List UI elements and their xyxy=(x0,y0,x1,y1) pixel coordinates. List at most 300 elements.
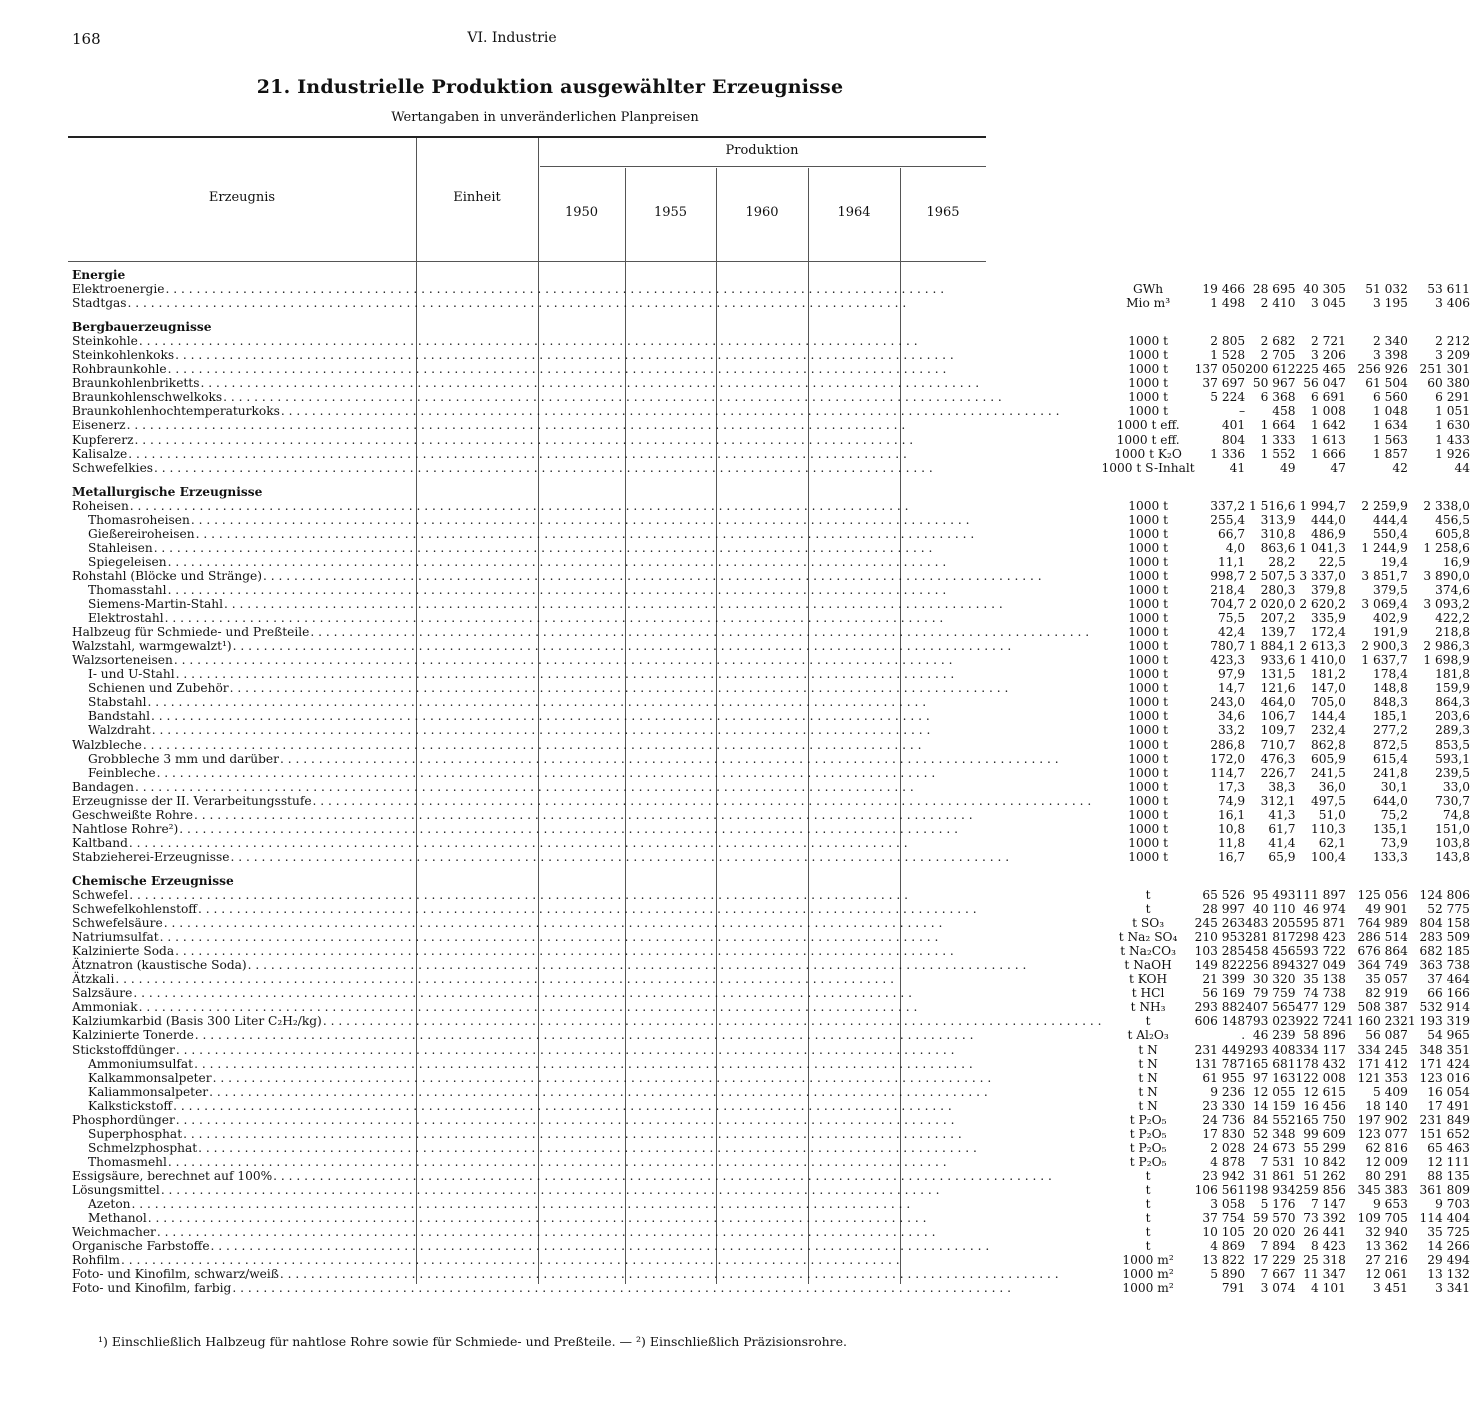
value-cell-1960: 444,0 xyxy=(1311,512,1346,527)
value-cell-1965: 864,3 xyxy=(1435,695,1470,710)
row-label-cell xyxy=(72,1169,1102,1183)
unit-cell: t N xyxy=(1138,1070,1158,1085)
value-cell-1950: 103 285 xyxy=(1194,944,1246,959)
value-cell-1965: 12 111 xyxy=(1427,1154,1470,1169)
unit-cell: 1000 t xyxy=(1128,611,1168,626)
unit-cell: 1000 t xyxy=(1128,681,1168,696)
leader-dots xyxy=(163,916,1102,930)
value-cell-1960: 1 008 xyxy=(1311,404,1346,419)
value-cell-1955: 139,7 xyxy=(1260,625,1296,640)
unit-cell: 1000 t xyxy=(1128,568,1168,583)
row-label-cell xyxy=(72,461,1102,475)
row-label: Lösungsmittel xyxy=(72,1182,160,1197)
value-cell-1964: 56 087 xyxy=(1365,1028,1408,1043)
unit-cell: t Na₂ SO₄ xyxy=(1118,930,1178,945)
value-cell-1955: 79 759 xyxy=(1252,986,1296,1001)
table-subtitle: Wertangaben in unveränderlichen Planpreisen xyxy=(391,110,699,125)
leader-dots xyxy=(247,958,1102,972)
value-cell-1950: 1 528 xyxy=(1210,348,1246,363)
row-label-cell xyxy=(72,625,1102,639)
value-cell-1965: 218,8 xyxy=(1435,625,1470,640)
value-cell-1964: 13 362 xyxy=(1365,1239,1408,1254)
value-cell-1950: 4 878 xyxy=(1210,1154,1246,1169)
value-cell-1960: 327 049 xyxy=(1295,958,1346,973)
value-cell-1965: 456,5 xyxy=(1435,512,1470,527)
value-cell-1965: 251 301 xyxy=(1419,362,1470,377)
value-cell-1965: 532 914 xyxy=(1419,1000,1470,1015)
table-row xyxy=(72,390,1470,404)
row-label: Kaliammonsalpeter xyxy=(88,1084,209,1099)
row-label-wrap xyxy=(72,555,1102,569)
table-row xyxy=(72,986,1470,1000)
row-label: Kalkstickstoff xyxy=(88,1098,173,1113)
row-label: Walzstahl, warmgewalzt¹) xyxy=(72,639,232,654)
row-label: Kalziumkarbid (Basis 300 Liter C₂H₂/kg) xyxy=(72,1014,322,1029)
value-cell-1955: 1 884,1 xyxy=(1248,639,1296,654)
value-cell-1964: 364 749 xyxy=(1357,958,1408,973)
row-label: Ammoniak xyxy=(72,1000,138,1015)
value-cell-1950: 37 754 xyxy=(1202,1211,1246,1226)
value-cell-1964: 61 504 xyxy=(1365,376,1408,391)
table-row xyxy=(72,1042,1470,1056)
value-cell-1964: 3 451 xyxy=(1373,1281,1408,1296)
row-label: Schwefelsäure xyxy=(72,916,163,931)
row-label-cell xyxy=(72,569,1102,583)
unit-cell: GWh xyxy=(1133,282,1164,297)
value-cell-1955: 59 570 xyxy=(1252,1211,1296,1226)
value-cell-1955: 256 894 xyxy=(1245,958,1296,973)
value-cell-1965: 853,5 xyxy=(1435,737,1470,752)
row-label-wrap xyxy=(72,282,1102,296)
value-cell-1960: 241,5 xyxy=(1311,765,1346,780)
produktion-underline xyxy=(540,166,986,167)
value-cell-1950: 293 882 xyxy=(1194,1000,1246,1015)
leader-dots xyxy=(120,1253,1102,1267)
table-row xyxy=(72,362,1470,376)
row-label-wrap xyxy=(72,569,1102,583)
row-label-wrap xyxy=(72,681,1102,695)
value-cell-1950: 114,7 xyxy=(1210,765,1246,780)
unit-cell: t P₂O₅ xyxy=(1129,1112,1167,1127)
table-row xyxy=(72,461,1470,475)
leader-dots xyxy=(164,282,1101,296)
value-cell-1964: 191,9 xyxy=(1373,625,1408,640)
row-label: Elektrostahl xyxy=(88,611,164,626)
value-cell-1964: 241,8 xyxy=(1373,765,1408,780)
value-cell-1955: 710,7 xyxy=(1260,737,1296,752)
value-cell-1955: 1 516,6 xyxy=(1248,498,1296,513)
row-label-cell xyxy=(72,681,1102,695)
row-label: Thomasstahl xyxy=(88,583,167,597)
row-label-cell xyxy=(72,1085,1102,1099)
value-cell-1965: 88 135 xyxy=(1427,1168,1470,1183)
row-label-wrap xyxy=(72,611,1102,625)
row-label: Erzeugnisse der II. Verarbeitungsstufe xyxy=(72,793,312,808)
unit-cell: t xyxy=(1145,1168,1151,1183)
value-cell-1960: 11 347 xyxy=(1303,1267,1346,1282)
value-cell-1960: 35 138 xyxy=(1303,972,1346,987)
unit-cell: 1000 t xyxy=(1128,334,1168,349)
row-label: Bandstahl xyxy=(88,709,151,724)
leader-dots xyxy=(131,1197,1102,1211)
value-cell-1964: 2 259,9 xyxy=(1361,498,1408,513)
value-cell-1950: 4 869 xyxy=(1210,1239,1246,1254)
row-label-wrap xyxy=(72,1000,1102,1014)
row-label: Kalisalze xyxy=(72,446,128,461)
spacer-row xyxy=(72,475,1470,485)
unit-cell: t N xyxy=(1138,1084,1158,1099)
row-label-cell xyxy=(72,376,1102,390)
row-label-cell xyxy=(72,780,1102,794)
value-cell-1965: 123 016 xyxy=(1419,1070,1470,1085)
value-cell-1964: 2 900,3 xyxy=(1361,639,1408,654)
leader-dots xyxy=(210,1239,1102,1253)
value-cell-1960: 7 147 xyxy=(1311,1197,1346,1212)
value-cell-1955: 28 695 xyxy=(1252,282,1296,297)
row-label-wrap xyxy=(72,597,1102,611)
unit-cell: 1000 m² xyxy=(1122,1281,1174,1296)
leader-dots xyxy=(174,944,1101,958)
row-label-wrap xyxy=(72,499,1102,513)
value-cell-1950: 2 028 xyxy=(1210,1140,1246,1155)
value-cell-1960: 298 423 xyxy=(1295,930,1346,945)
value-cell-1964: 12 009 xyxy=(1365,1154,1408,1169)
leader-dots xyxy=(182,1127,1101,1141)
leader-dots xyxy=(138,1000,1102,1014)
value-cell-1965: 66 166 xyxy=(1427,986,1470,1001)
value-cell-1964: 171 412 xyxy=(1357,1056,1408,1071)
value-cell-1965: 730,7 xyxy=(1435,793,1470,808)
row-label: Walzdraht xyxy=(88,723,151,738)
value-cell-1960: 1 666 xyxy=(1311,446,1346,461)
header-erzeugnis: Erzeugnis xyxy=(208,190,276,205)
value-cell-1965: 16,9 xyxy=(1442,554,1470,569)
value-cell-1960: 2 620,2 xyxy=(1299,597,1346,612)
value-cell-1964: 379,5 xyxy=(1373,583,1408,597)
value-cell-1950: 243,0 xyxy=(1210,695,1246,710)
value-cell-1964: 32 940 xyxy=(1365,1225,1408,1240)
value-cell-1950: 131 787 xyxy=(1194,1056,1246,1071)
row-label-cell xyxy=(72,794,1102,808)
unit-cell: 1000 m² xyxy=(1122,1253,1174,1268)
row-label: Roheisen xyxy=(72,498,129,513)
value-cell-1960: 144,4 xyxy=(1311,709,1346,724)
unit-cell: t xyxy=(1145,1239,1151,1254)
unit-cell: 1000 t xyxy=(1128,779,1168,794)
unit-cell: t P₂O₅ xyxy=(1129,1126,1167,1141)
row-label: Rohfilm xyxy=(72,1253,120,1268)
value-cell-1955: 20 020 xyxy=(1252,1225,1296,1240)
value-cell-1955: 28,2 xyxy=(1268,554,1296,569)
row-label-wrap xyxy=(72,850,1102,864)
value-cell-1955: 310,8 xyxy=(1260,526,1296,541)
value-cell-1964: 148,8 xyxy=(1373,681,1408,696)
value-cell-1965: 2 212 xyxy=(1435,334,1470,349)
value-cell-1964: 2 340 xyxy=(1373,334,1408,349)
value-cell-1964: 12 061 xyxy=(1365,1267,1408,1282)
value-cell-1965: 804 158 xyxy=(1419,916,1470,931)
table-row xyxy=(72,499,1470,513)
row-label: Spiegeleisen xyxy=(88,554,167,569)
value-cell-1960: 110,3 xyxy=(1311,821,1346,836)
row-label-wrap xyxy=(72,639,1102,653)
value-cell-1965: 1 051 xyxy=(1435,404,1470,419)
value-cell-1960: 62,1 xyxy=(1318,835,1346,850)
row-label: Schwefelkies xyxy=(72,460,154,475)
table-row xyxy=(72,555,1470,569)
table-row xyxy=(72,569,1470,583)
value-cell-1950: 337,2 xyxy=(1210,498,1246,513)
value-cell-1964: 676 864 xyxy=(1357,944,1408,959)
unit-cell: t xyxy=(1145,1211,1151,1226)
row-label: Kalzinierte Tonerde xyxy=(72,1028,194,1043)
value-cell-1965: 54 965 xyxy=(1427,1028,1470,1043)
value-cell-1955: 483 205 xyxy=(1245,916,1296,931)
leader-dots xyxy=(138,334,1102,348)
value-cell-1960: 111 897 xyxy=(1295,887,1346,902)
row-label-wrap xyxy=(72,944,1102,958)
unit-cell: t xyxy=(1145,1182,1151,1197)
row-label: Nahtlose Rohre²) xyxy=(72,821,179,836)
value-cell-1950: 998,7 xyxy=(1210,568,1246,583)
leader-dots xyxy=(147,1211,1102,1225)
value-cell-1960: 99 609 xyxy=(1303,1126,1346,1141)
unit-cell: 1000 t xyxy=(1128,751,1168,766)
row-label: Thomasmehl xyxy=(88,1154,167,1169)
value-cell-1965: 65 463 xyxy=(1427,1140,1470,1155)
value-cell-1960: 477 129 xyxy=(1295,1000,1346,1015)
value-cell-1964: 135,1 xyxy=(1373,821,1408,836)
header-einheit: Einheit xyxy=(453,190,501,205)
unit-cell: 1000 t xyxy=(1128,737,1168,752)
value-cell-1955: 38,3 xyxy=(1268,779,1296,794)
row-label: Schwefel xyxy=(72,887,129,902)
value-cell-1955: 50 967 xyxy=(1252,376,1296,391)
value-cell-1960: 8 423 xyxy=(1311,1239,1346,1254)
row-label-wrap xyxy=(72,1225,1102,1239)
value-cell-1955: 200 612 xyxy=(1245,362,1296,377)
row-label: Natriumsulfat xyxy=(72,930,159,945)
row-label-cell xyxy=(72,902,1102,916)
unit-cell: 1000 t S-Inhalt xyxy=(1101,460,1195,475)
table-row xyxy=(72,1169,1470,1183)
value-cell-1960: 51 262 xyxy=(1303,1168,1346,1183)
value-cell-1955: 407 565 xyxy=(1245,1000,1296,1015)
row-label-wrap xyxy=(72,1197,1102,1211)
unit-cell: t Na₂CO₃ xyxy=(1120,944,1176,959)
value-cell-1950: 17 830 xyxy=(1202,1126,1246,1141)
value-cell-1960: 605,9 xyxy=(1311,751,1346,766)
unit-cell: t NaOH xyxy=(1124,958,1172,973)
header-bottom-rule xyxy=(68,261,986,262)
value-cell-1964: 256 926 xyxy=(1357,362,1408,377)
value-cell-1964: 35 057 xyxy=(1365,972,1408,987)
leader-dots xyxy=(150,709,1101,723)
value-cell-1955: 41,3 xyxy=(1268,807,1296,822)
leader-dots xyxy=(175,1043,1102,1057)
unit-cell: 1000 t xyxy=(1128,348,1168,363)
value-cell-1950: 5 224 xyxy=(1210,390,1246,405)
value-cell-1960: 46 974 xyxy=(1303,902,1346,917)
table-row xyxy=(72,1281,1470,1295)
leader-dots xyxy=(231,1281,1101,1295)
value-cell-1964: 1 048 xyxy=(1373,404,1408,419)
row-label: Phosphordünger xyxy=(72,1112,175,1127)
value-cell-1950: 17,3 xyxy=(1217,779,1246,794)
leader-dots xyxy=(190,513,1102,527)
row-label: Eisenerz xyxy=(72,418,126,433)
value-cell-1955: 863,6 xyxy=(1260,540,1296,555)
row-label: Thomasroheisen xyxy=(88,512,190,527)
value-cell-1960: 147,0 xyxy=(1311,681,1346,696)
row-label-cell xyxy=(72,1253,1102,1267)
unit-cell: 1000 t xyxy=(1128,821,1168,836)
leader-dots xyxy=(223,597,1101,611)
table-row xyxy=(72,639,1470,653)
value-cell-1960: 335,9 xyxy=(1311,611,1346,626)
value-cell-1960: 36,0 xyxy=(1318,779,1346,794)
value-cell-1960: 122 008 xyxy=(1295,1070,1346,1085)
table-title: 21. Industrielle Produktion ausgewählter Erzeugnisse xyxy=(256,76,844,98)
value-cell-1955: 207,2 xyxy=(1260,611,1296,626)
value-cell-1965: 60 380 xyxy=(1427,376,1470,391)
row-label: Walzsorteneisen xyxy=(72,653,173,668)
value-cell-1965: 13 132 xyxy=(1427,1267,1470,1282)
table-row xyxy=(72,1028,1470,1042)
value-cell-1950: 5 890 xyxy=(1210,1267,1246,1282)
value-cell-1960: 593 722 xyxy=(1295,944,1346,959)
table-row xyxy=(72,1113,1470,1127)
row-label-cell xyxy=(72,390,1102,404)
row-label-wrap xyxy=(72,738,1102,752)
value-cell-1964: 3 851,7 xyxy=(1361,568,1408,583)
unit-cell: t xyxy=(1145,1197,1151,1212)
row-label: Grobbleche 3 mm und darüber xyxy=(88,751,279,766)
row-label: Ätzkali xyxy=(72,972,115,987)
leader-dots xyxy=(160,1183,1102,1197)
row-label-cell xyxy=(72,611,1102,625)
value-cell-1965: 1 193 319 xyxy=(1407,1014,1470,1029)
leader-dots xyxy=(309,625,1101,639)
row-label-wrap xyxy=(72,348,1102,362)
row-label-wrap xyxy=(72,1113,1102,1127)
unit-cell: t N xyxy=(1138,1056,1158,1071)
value-cell-1955: 131,5 xyxy=(1260,667,1296,682)
row-label-cell xyxy=(72,513,1102,527)
unit-cell: 1000 t xyxy=(1128,709,1168,724)
value-cell-1965: 203,6 xyxy=(1435,709,1470,724)
value-cell-1955: 97 163 xyxy=(1252,1070,1296,1085)
value-cell-1955: 65,9 xyxy=(1268,849,1296,864)
value-cell-1965: 363 738 xyxy=(1419,958,1470,973)
row-label: Schienen und Zubehör xyxy=(88,681,229,696)
value-cell-1960: 40 305 xyxy=(1303,282,1346,297)
value-cell-1964: 402,9 xyxy=(1373,611,1408,626)
value-cell-1950: 401 xyxy=(1221,418,1246,433)
row-label-cell xyxy=(72,1225,1102,1239)
section-heading: Chemische Erzeugnisse xyxy=(72,873,234,888)
table-row xyxy=(72,1099,1470,1113)
leader-dots xyxy=(212,1071,1102,1085)
row-label: Salzsäure xyxy=(72,986,133,1001)
leader-dots xyxy=(159,930,1102,944)
value-cell-1950: – xyxy=(1238,404,1246,419)
value-cell-1960: 165 750 xyxy=(1295,1112,1346,1127)
value-cell-1950: 66,7 xyxy=(1217,526,1246,541)
row-label-wrap xyxy=(72,766,1102,780)
leader-dots xyxy=(174,348,1101,362)
table-row xyxy=(72,1014,1470,1028)
row-label: Foto- und Kinofilm, schwarz/weiß xyxy=(72,1267,279,1282)
row-label-cell xyxy=(72,1057,1102,1071)
leader-dots xyxy=(142,738,1102,752)
leader-dots xyxy=(134,780,1102,794)
value-cell-1960: 6 691 xyxy=(1311,390,1346,405)
row-label-wrap xyxy=(72,1239,1102,1253)
value-cell-1965: 374,6 xyxy=(1435,583,1470,597)
row-label-wrap xyxy=(72,296,1102,310)
row-label-cell xyxy=(72,1042,1102,1056)
value-cell-1955: 312,1 xyxy=(1260,793,1296,808)
leader-dots xyxy=(164,611,1102,625)
row-label-wrap xyxy=(72,1211,1102,1225)
row-label-wrap xyxy=(72,1043,1102,1057)
row-label: Kaltband xyxy=(72,835,128,850)
unit-cell: t KOH xyxy=(1129,972,1168,987)
value-cell-1960: 4 101 xyxy=(1311,1281,1346,1296)
row-label-wrap xyxy=(72,888,1102,902)
value-cell-1950: 780,7 xyxy=(1210,639,1246,654)
row-label-wrap xyxy=(72,376,1102,390)
row-label-wrap xyxy=(72,1071,1102,1085)
row-label-cell xyxy=(72,1267,1102,1281)
spacer-cell xyxy=(72,475,1470,485)
leader-dots xyxy=(229,681,1102,695)
unit-cell: 1000 t eff. xyxy=(1116,432,1180,447)
row-label: Kupfererz xyxy=(72,432,134,447)
row-label-cell xyxy=(72,808,1102,822)
table-row xyxy=(72,738,1470,752)
leader-dots xyxy=(197,902,1102,916)
unit-cell: 1000 t xyxy=(1128,390,1168,405)
row-label-cell xyxy=(72,583,1102,597)
unit-cell: t xyxy=(1145,887,1151,902)
value-cell-1965: 289,3 xyxy=(1435,723,1470,738)
value-cell-1965: 103,8 xyxy=(1435,835,1470,850)
table-row xyxy=(72,513,1470,527)
row-label-cell xyxy=(72,752,1102,766)
header-year-1964: 1964 xyxy=(837,205,871,220)
unit-cell: t xyxy=(1145,1014,1151,1029)
row-label-wrap xyxy=(72,461,1102,475)
header-year-1965: 1965 xyxy=(926,205,960,220)
unit-cell: Mio m³ xyxy=(1126,296,1171,311)
value-cell-1955: 24 673 xyxy=(1252,1140,1296,1155)
value-cell-1965: 124 806 xyxy=(1419,887,1470,902)
table-row xyxy=(72,944,1470,958)
row-label-cell xyxy=(72,1099,1102,1113)
row-label-wrap xyxy=(72,808,1102,822)
row-label: I- und U-Stahl xyxy=(88,667,175,682)
value-cell-1965: 422,2 xyxy=(1435,611,1470,626)
row-label-cell xyxy=(72,972,1102,986)
value-cell-1960: 73 392 xyxy=(1303,1211,1346,1226)
row-label-wrap xyxy=(72,1281,1102,1295)
value-cell-1955: 1 333 xyxy=(1260,432,1296,447)
row-label-cell xyxy=(72,695,1102,709)
row-label-cell xyxy=(72,850,1102,864)
table-row xyxy=(72,1183,1470,1197)
